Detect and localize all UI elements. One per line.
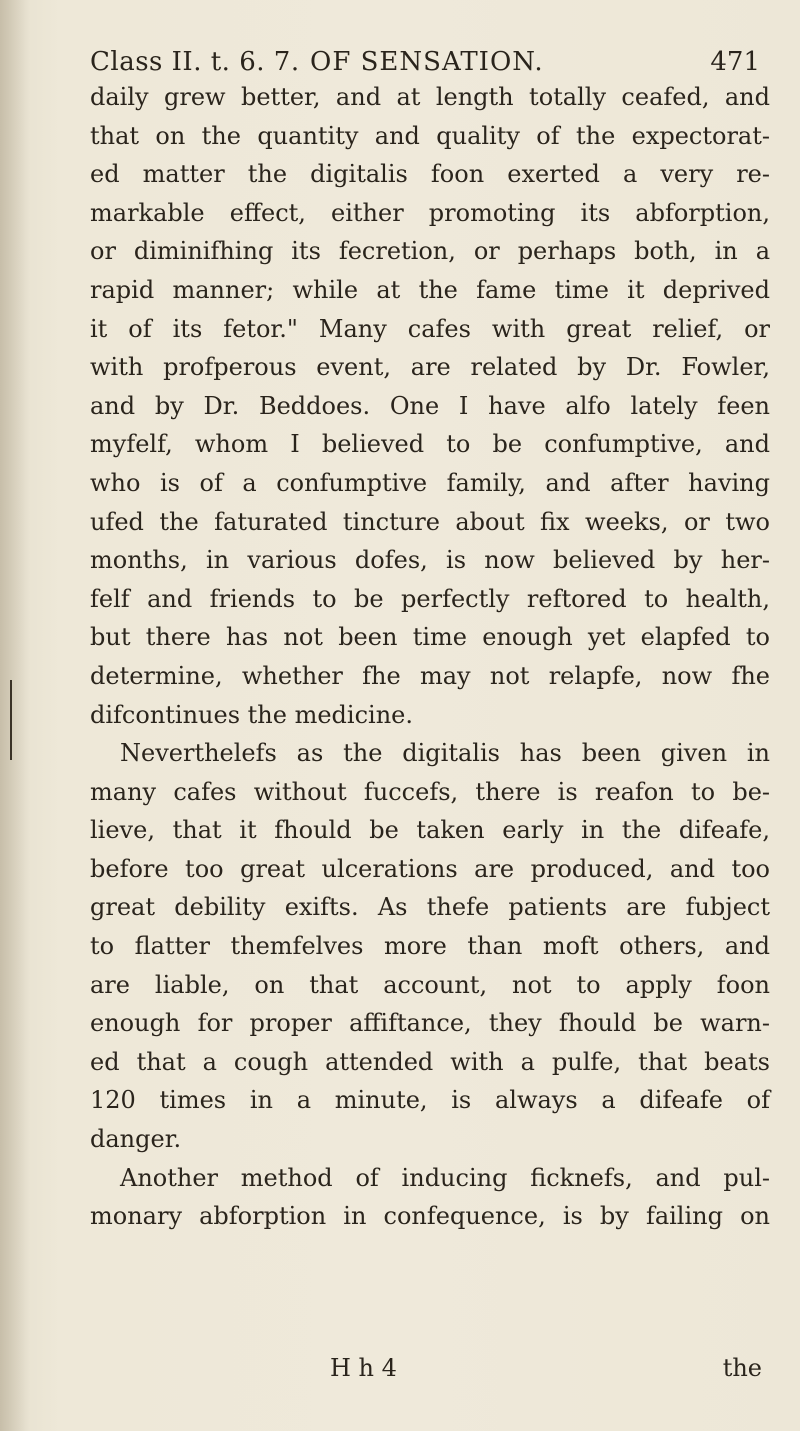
text-line: months, in various dofes, is now believed by her- [90,546,770,575]
text-line: 120 times in a minute, is always a difeafe of [90,1086,770,1115]
running-header [90,42,760,82]
gutter-shadow [0,0,30,1431]
text-line: enough for proper affiftance, they fhould be warn- [90,1009,770,1038]
text-line: but there has not been time enough yet elapfed to [90,623,770,652]
text-line: ed matter the digitalis foon exerted a very re- [90,160,770,189]
text-line: many cafes without fuccefs, there is reafon to be- [90,777,770,806]
text-line: great debility exifts. As thefe patients are fubject [90,893,770,922]
margin-mark [10,680,12,760]
page-number: 471 [710,47,760,77]
text-line: and by Dr. Beddoes. One I have alfo lately feen [90,391,770,420]
text-line: to flatter themfelves more than moft others, and [90,932,770,961]
text-line: who is of a confumptive family, and after having [90,468,770,497]
text-line: are liable, on that account, not to apply foon [90,970,770,999]
text-line: Neverthelefs as the digitalis has been given in [120,739,770,768]
text-line: myfelf, whom I believed to be confumptive, and [90,430,770,459]
text-line: determine, whether fhe may not relapfe, now fhe [90,661,770,690]
text-line: lieve, that it fhould be taken early in the difeafe, [90,816,770,845]
text-line: or diminifhing its fecretion, or perhaps both, in a [90,237,770,266]
text-line: difcontinues the medicine. [90,700,413,729]
page-footer [90,1350,770,1386]
text-line: daily grew better, and at length totally ceafed, and [90,83,770,111]
catchword: the [722,1354,762,1382]
text-line: rapid manner; while at the fame time it deprived [90,275,770,304]
text-line: monary abforption in confequence, is by failing on [90,1202,770,1231]
running-head-class: Class II. t. 6. 7. [90,47,300,77]
text-line: that on the quantity and quality of the expectorat- [90,121,770,150]
running-head-title: OF SENSATION. [310,47,544,77]
signature-mark: H h 4 [330,1354,397,1382]
text-line: danger. [90,1125,182,1154]
text-line: Another method of inducing ficknefs, and pul- [120,1163,770,1192]
text-line: ed that a cough attended with a pulfe, that beats [90,1047,770,1076]
text-line: markable effect, either promoting its abforption, [90,198,770,227]
text-line: with profperous event, are related by Dr. Fowler, [90,353,770,382]
text-line: ufed the faturated tincture about fix weeks, or two [90,507,770,536]
text-line: felf and friends to be perfectly reftored to health, [90,584,770,613]
body-text [90,78,770,1236]
text-line: before too great ulcerations are produced, and too [90,854,770,883]
text-line: it of its fetor." Many cafes with great relief, or [90,314,770,343]
